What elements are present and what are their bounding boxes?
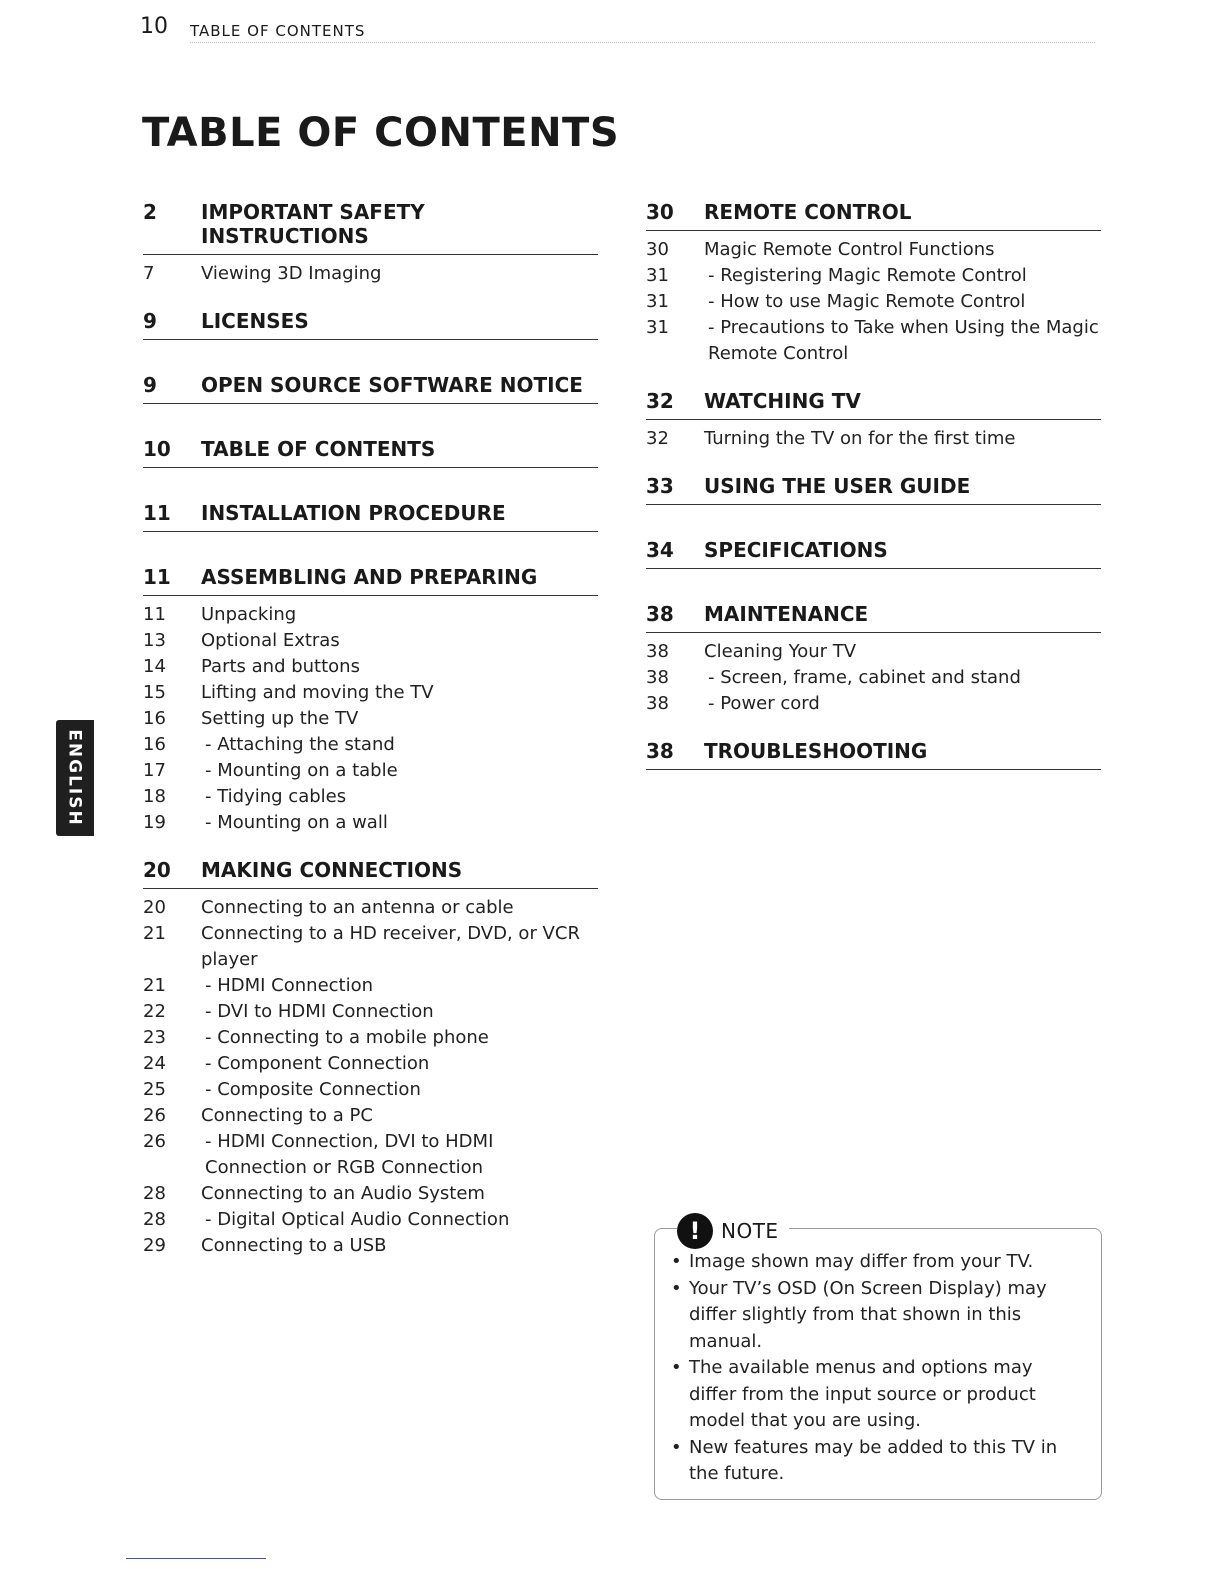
section-page-number: 20 <box>143 858 171 882</box>
note-item: • Image shown may differ from your TV. <box>667 1249 1085 1276</box>
toc-subentry[interactable] <box>143 1077 598 1103</box>
toc-section-heading[interactable] <box>143 373 598 404</box>
toc-subentry[interactable] <box>143 999 598 1025</box>
entry-page-number: 18 <box>143 786 166 807</box>
toc-section-heading[interactable] <box>646 389 1101 420</box>
note-list <box>655 1229 1101 1488</box>
entry-text: - Composite Connection <box>205 1079 421 1100</box>
toc-section <box>646 200 1101 367</box>
section-page-number: 32 <box>646 389 674 413</box>
entry-text: Connecting to a HD receiver, DVD, or VCR player <box>201 923 580 970</box>
entry-page-number: 28 <box>143 1183 166 1204</box>
entry-text: Connecting to an Audio System <box>201 1183 485 1204</box>
entry-text: - DVI to HDMI Connection <box>205 1001 434 1022</box>
toc-subentry[interactable] <box>143 1051 598 1077</box>
toc-right-column <box>646 200 1101 770</box>
toc-section-heading[interactable] <box>646 739 1101 770</box>
toc-entry[interactable] <box>646 237 1101 263</box>
toc-subentry[interactable] <box>143 1025 598 1051</box>
section-title: INSTALLATION PROCEDURE <box>201 501 506 525</box>
entry-text: - Power cord <box>708 693 820 714</box>
entry-page-number: 22 <box>143 1001 166 1022</box>
entry-page-number: 26 <box>143 1131 166 1152</box>
toc-entries <box>143 602 598 836</box>
entry-page-number: 31 <box>646 265 669 286</box>
entry-text: Magic Remote Control Functions <box>704 239 995 260</box>
note-box <box>654 1217 1102 1500</box>
toc-subentry[interactable] <box>646 315 1101 367</box>
entry-text: - Precautions to Take when Using the Magic Remote Control <box>708 317 1099 364</box>
toc-subentry[interactable] <box>646 691 1101 717</box>
entry-text: - Digital Optical Audio Connection <box>205 1209 510 1230</box>
entry-text: - Registering Magic Remote Control <box>708 265 1027 286</box>
toc-section <box>143 858 598 1259</box>
entry-page-number: 38 <box>646 667 669 688</box>
toc-subentry[interactable] <box>646 289 1101 315</box>
entry-text: - Tidying cables <box>205 786 347 807</box>
toc-subentry[interactable] <box>143 810 598 836</box>
toc-section-heading[interactable] <box>143 200 598 255</box>
entry-page-number: 17 <box>143 760 166 781</box>
entry-page-number: 16 <box>143 734 166 755</box>
section-title: LICENSES <box>201 309 309 333</box>
entry-text: - HDMI Connection <box>205 975 374 996</box>
entry-text: - Mounting on a wall <box>205 812 388 833</box>
entry-text: - Attaching the stand <box>205 734 395 755</box>
section-title: IMPORTANT SAFETY INSTRUCTIONS <box>201 200 425 248</box>
section-page-number: 11 <box>143 501 171 525</box>
entry-page-number: 21 <box>143 923 166 944</box>
section-page-number: 9 <box>143 309 157 333</box>
toc-section <box>143 501 598 532</box>
section-page-number: 11 <box>143 565 171 589</box>
exclamation-icon <box>677 1213 713 1249</box>
toc-entry[interactable] <box>143 895 598 921</box>
toc-section <box>646 602 1101 717</box>
entry-text: Connecting to a PC <box>201 1105 373 1126</box>
toc-subentry[interactable] <box>143 973 598 999</box>
toc-section <box>143 373 598 404</box>
entry-page-number: 28 <box>143 1209 166 1230</box>
note-item: • The available menus and options may differ from the input source or product model that you are using. <box>667 1355 1085 1435</box>
entry-text: - HDMI Connection, DVI to HDMI Connection or RGB Connection <box>205 1131 494 1178</box>
entry-text: - How to use Magic Remote Control <box>708 291 1026 312</box>
toc-section-heading[interactable] <box>646 474 1101 505</box>
entry-page-number: 38 <box>646 693 669 714</box>
toc-left-column <box>143 200 598 1259</box>
toc-subentry[interactable] <box>143 732 598 758</box>
toc-section <box>143 309 598 340</box>
toc-entry[interactable] <box>143 1233 598 1259</box>
toc-section-heading[interactable] <box>143 309 598 340</box>
entry-page-number: 11 <box>143 604 166 625</box>
toc-entry[interactable] <box>143 1103 598 1129</box>
entry-page-number: 32 <box>646 428 669 449</box>
toc-entry[interactable] <box>646 639 1101 665</box>
toc-subentry[interactable] <box>143 784 598 810</box>
entry-page-number: 16 <box>143 708 166 729</box>
toc-subentry[interactable] <box>143 1129 598 1181</box>
running-head-title: TABLE OF CONTENTS <box>190 22 366 40</box>
toc-subentry[interactable] <box>646 263 1101 289</box>
language-side-tab <box>56 720 94 836</box>
toc-section-heading[interactable] <box>143 501 598 532</box>
entry-page-number: 31 <box>646 291 669 312</box>
toc-entry[interactable] <box>143 921 598 973</box>
entry-page-number: 21 <box>143 975 166 996</box>
entry-text: Connecting to a USB <box>201 1235 387 1256</box>
note-label: NOTE <box>721 1219 779 1243</box>
toc-section <box>646 389 1101 452</box>
entry-text: - Mounting on a table <box>205 760 398 781</box>
toc-section-heading[interactable] <box>143 858 598 889</box>
toc-entry[interactable] <box>143 602 598 628</box>
toc-section <box>143 200 598 287</box>
footer-rule <box>126 1558 266 1559</box>
toc-entry[interactable] <box>646 426 1101 452</box>
section-title: MAINTENANCE <box>704 602 869 626</box>
section-page-number: 38 <box>646 739 674 763</box>
entry-page-number: 15 <box>143 682 166 703</box>
running-head <box>140 14 1095 44</box>
toc-section-heading[interactable] <box>646 538 1101 569</box>
section-title: ASSEMBLING AND PREPARING <box>201 565 538 589</box>
entry-page-number: 20 <box>143 897 166 918</box>
entry-text: Connecting to an antenna or cable <box>201 897 514 918</box>
entry-text: Cleaning Your TV <box>704 641 857 662</box>
toc-subentry[interactable] <box>143 1207 598 1233</box>
toc-entry[interactable] <box>143 654 598 680</box>
toc-subentry[interactable] <box>646 665 1101 691</box>
section-title: OPEN SOURCE SOFTWARE NOTICE <box>201 373 583 397</box>
entry-text: Viewing 3D Imaging <box>201 263 382 284</box>
toc-section <box>646 739 1101 770</box>
section-page-number: 9 <box>143 373 157 397</box>
entry-page-number: 26 <box>143 1105 166 1126</box>
section-title: MAKING CONNECTIONS <box>201 858 463 882</box>
entry-page-number: 14 <box>143 656 166 677</box>
section-page-number: 33 <box>646 474 674 498</box>
section-page-number: 34 <box>646 538 674 562</box>
entry-page-number: 19 <box>143 812 166 833</box>
page-title: TABLE OF CONTENTS <box>142 110 620 156</box>
toc-entries <box>646 639 1101 717</box>
entry-page-number: 7 <box>143 263 155 284</box>
toc-section <box>646 474 1101 505</box>
entry-page-number: 29 <box>143 1235 166 1256</box>
entry-text: Lifting and moving the TV <box>201 682 434 703</box>
entry-text: Optional Extras <box>201 630 340 651</box>
section-title: USING THE USER GUIDE <box>704 474 971 498</box>
toc-section <box>646 538 1101 569</box>
running-head-page-number: 10 <box>140 14 168 39</box>
entry-text: Setting up the TV <box>201 708 359 729</box>
toc-section <box>143 565 598 836</box>
entry-page-number: 24 <box>143 1053 166 1074</box>
toc-entries <box>143 895 598 1259</box>
note-item: • Your TV’s OSD (On Screen Display) may differ slightly from that shown in this manual. <box>667 1276 1085 1356</box>
toc-subentry[interactable] <box>143 758 598 784</box>
entry-text: Turning the TV on for the first time <box>704 428 1016 449</box>
section-page-number: 2 <box>143 200 157 224</box>
entry-page-number: 25 <box>143 1079 166 1100</box>
entry-text: - Connecting to a mobile phone <box>205 1027 489 1048</box>
section-page-number: 38 <box>646 602 674 626</box>
entry-text: - Component Connection <box>205 1053 430 1074</box>
entry-page-number: 13 <box>143 630 166 651</box>
toc-section-heading[interactable] <box>646 602 1101 633</box>
entry-page-number: 23 <box>143 1027 166 1048</box>
toc-section-heading[interactable] <box>143 565 598 596</box>
toc-entries <box>646 426 1101 452</box>
section-page-number: 30 <box>646 200 674 224</box>
entry-page-number: 31 <box>646 317 669 338</box>
section-page-number: 10 <box>143 437 171 461</box>
section-title: WATCHING TV <box>704 389 861 413</box>
section-title: REMOTE CONTROL <box>704 200 912 224</box>
entry-page-number: 38 <box>646 641 669 662</box>
running-head-divider <box>190 42 1095 43</box>
entry-text: - Screen, frame, cabinet and stand <box>708 667 1021 688</box>
section-title: TROUBLESHOOTING <box>704 739 928 763</box>
toc-entry[interactable] <box>143 628 598 654</box>
note-item: • New features may be added to this TV in the future. <box>667 1435 1085 1488</box>
toc-entry[interactable] <box>143 680 598 706</box>
toc-section-heading[interactable] <box>646 200 1101 231</box>
toc-entry[interactable] <box>143 261 598 287</box>
toc-section <box>143 437 598 468</box>
entry-page-number: 30 <box>646 239 669 260</box>
toc-section-heading[interactable] <box>143 437 598 468</box>
note-header <box>677 1213 789 1249</box>
entry-text: Parts and buttons <box>201 656 360 677</box>
note-icon-glyph: ! <box>689 1217 701 1245</box>
section-title: TABLE OF CONTENTS <box>201 437 436 461</box>
toc-entry[interactable] <box>143 706 598 732</box>
toc-entries <box>646 237 1101 367</box>
section-title: SPECIFICATIONS <box>704 538 888 562</box>
toc-entry[interactable] <box>143 1181 598 1207</box>
language-side-tab-label: ENGLISH <box>65 729 85 827</box>
entry-text: Unpacking <box>201 604 297 625</box>
toc-entries <box>143 261 598 287</box>
